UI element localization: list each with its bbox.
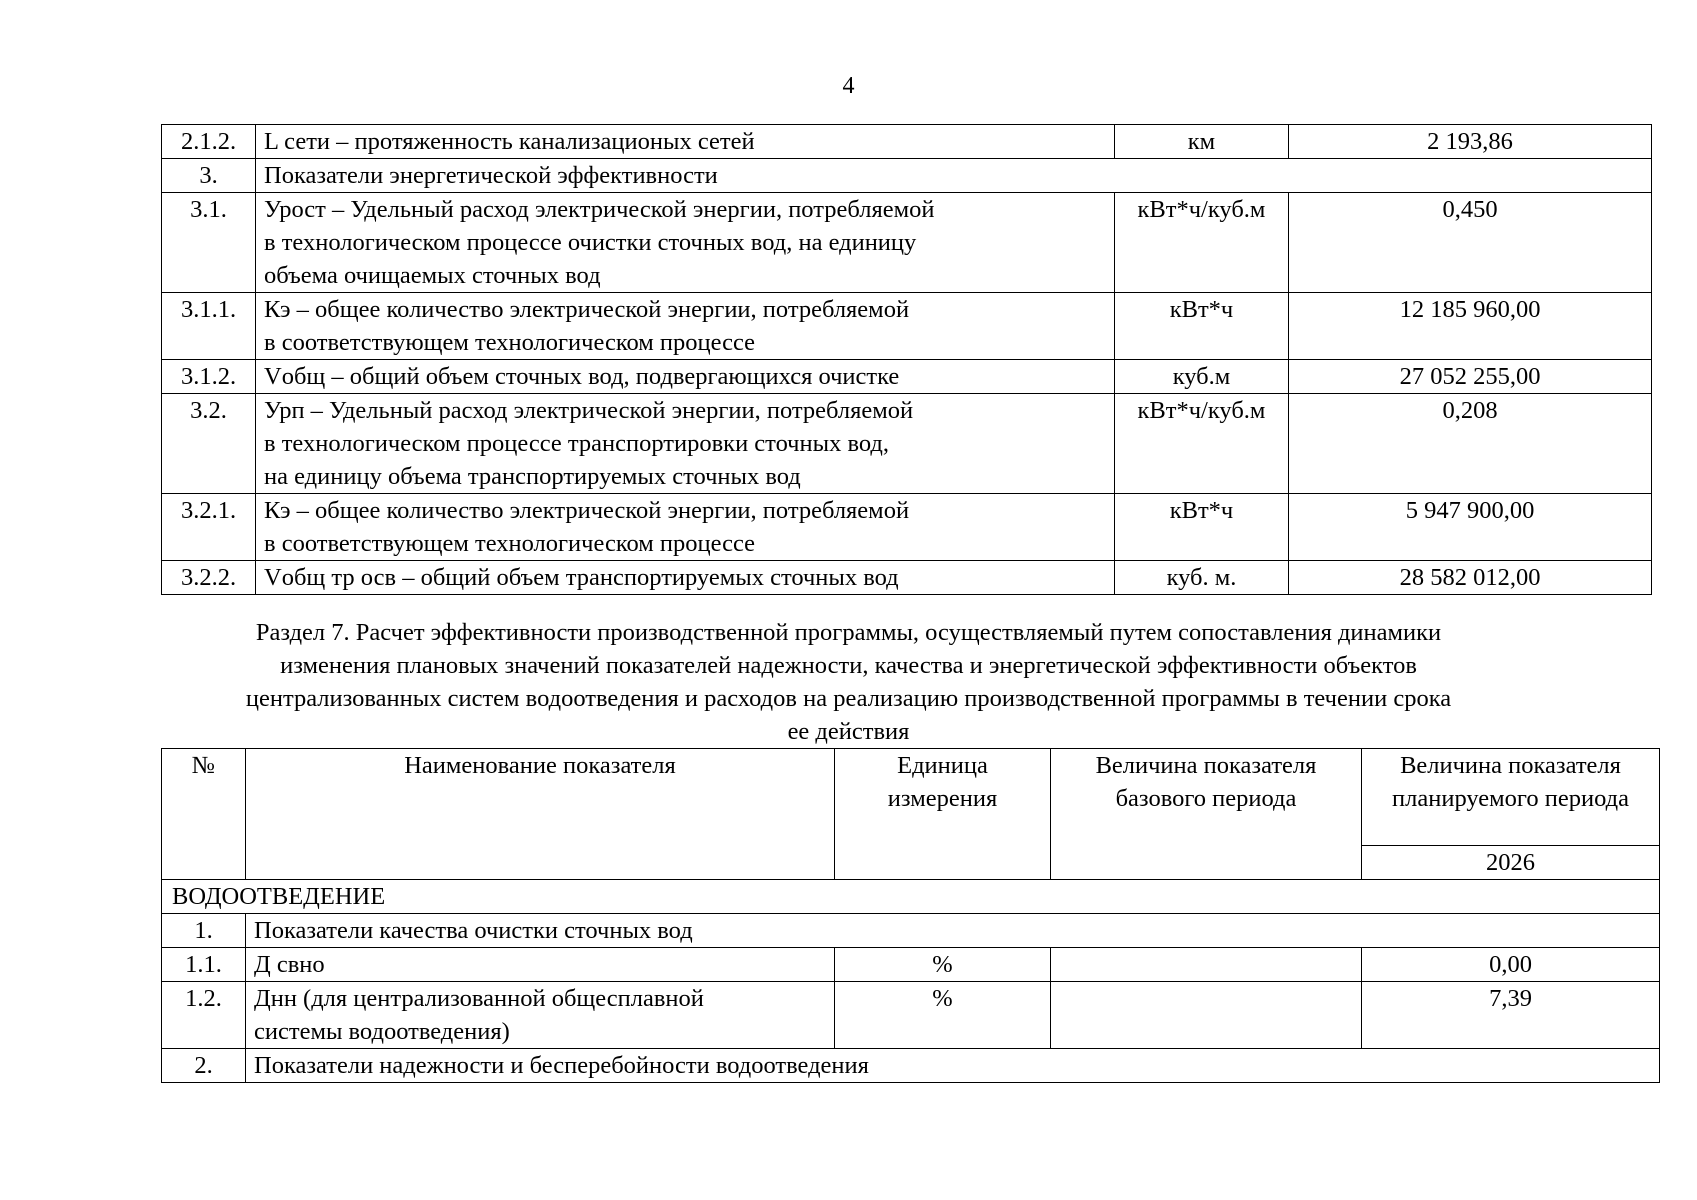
indicator-name: Кэ – общее количество электрической энергии, потребляемой в соответствующем технологическом процессе	[256, 494, 1115, 561]
indicator-name: Урост – Удельный расход электрической энергии, потребляемой в технологическом процессе очистки сточных вод, на единицу объема очищаемых сточных вод	[256, 193, 1115, 293]
program-efficiency-table	[161, 748, 1660, 1083]
unit-cell: км	[1115, 125, 1289, 159]
indicator-name: L сети – протяженность канализационых сетей	[256, 125, 1115, 159]
row-number: 1.1.	[162, 948, 246, 982]
unit-cell: %	[835, 948, 1051, 982]
value-cell: 0,450	[1289, 193, 1652, 293]
row-number: 3.2.2.	[162, 561, 256, 595]
section-heading: Показатели энергетической эффективности	[256, 159, 1652, 193]
planned-value-cell: 0,00	[1362, 948, 1660, 982]
table-row	[162, 125, 1652, 159]
row-number: 3.1.	[162, 193, 256, 293]
table-row	[162, 360, 1652, 394]
header-planned-period: Величина показателя планируемого периода	[1362, 749, 1660, 846]
unit-cell: %	[835, 982, 1051, 1049]
row-number: 2.	[162, 1049, 246, 1083]
row-number: 3.2.1.	[162, 494, 256, 561]
unit-cell: куб.м	[1115, 360, 1289, 394]
value-cell: 2 193,86	[1289, 125, 1652, 159]
table-row	[162, 948, 1660, 982]
table-row	[162, 159, 1652, 193]
unit-cell: кВт*ч/куб.м	[1115, 394, 1289, 494]
table-row	[162, 914, 1660, 948]
table-row	[162, 561, 1652, 595]
header-row	[162, 749, 1660, 846]
header-indicator-name: Наименование показателя	[246, 749, 835, 880]
unit-cell: кВт*ч/куб.м	[1115, 193, 1289, 293]
value-cell: 5 947 900,00	[1289, 494, 1652, 561]
planned-value-cell: 7,39	[1362, 982, 1660, 1049]
indicator-name: Днн (для централизованной общесплавной системы водоотведения)	[246, 982, 835, 1049]
header-unit: Единица измерения	[835, 749, 1051, 880]
unit-cell: кВт*ч	[1115, 293, 1289, 360]
row-number: 2.1.2.	[162, 125, 256, 159]
header-base-period: Величина показателя базового периода	[1051, 749, 1362, 880]
section-heading: Показатели качества очистки сточных вод	[246, 914, 1660, 948]
row-number: 3.1.1.	[162, 293, 256, 360]
value-cell: 12 185 960,00	[1289, 293, 1652, 360]
indicator-name: Vобщ тр осв – общий объем транспортируемых сточных вод	[256, 561, 1115, 595]
section-7-title: Раздел 7. Расчет эффективности производственной программы, осуществляемый путем сопоставления динамики изменения плановых значений показателей надежности, качества и энергетической эффективности объектов централизованных систем водоотведения и расходов на реализацию производственной программы в течении срока ее действия	[245, 619, 1452, 745]
table-row	[162, 293, 1652, 360]
unit-cell: куб. м.	[1115, 561, 1289, 595]
row-number: 3.	[162, 159, 256, 193]
base-value-cell	[1051, 982, 1362, 1049]
value-cell: 0,208	[1289, 394, 1652, 494]
row-number: 3.2.	[162, 394, 256, 494]
energy-efficiency-table	[161, 124, 1652, 595]
row-number: 3.1.2.	[162, 360, 256, 394]
indicator-name: Кэ – общее количество электрической энергии, потребляемой в соответствующем технологическом процессе	[256, 293, 1115, 360]
group-heading: ВОДООТВЕДЕНИЕ	[162, 880, 1660, 914]
indicator-name: Урп – Удельный расход электрической энергии, потребляемой в технологическом процессе транспортировки сточных вод, на единицу объема транспортируемых сточных вод	[256, 394, 1115, 494]
row-number: 1.	[162, 914, 246, 948]
value-cell: 28 582 012,00	[1289, 561, 1652, 595]
header-number: №	[162, 749, 246, 880]
indicator-name: Д свно	[246, 948, 835, 982]
group-row	[162, 880, 1660, 914]
row-number: 1.2.	[162, 982, 246, 1049]
page-number: 4	[842, 73, 855, 99]
table-row	[162, 394, 1652, 494]
section-heading: Показатели надежности и бесперебойности водоотведения	[246, 1049, 1660, 1083]
table-row	[162, 494, 1652, 561]
table-row	[162, 193, 1652, 293]
table-row	[162, 1049, 1660, 1083]
indicator-name: Vобщ – общий объем сточных вод, подвергающихся очистке	[256, 360, 1115, 394]
unit-cell: кВт*ч	[1115, 494, 1289, 561]
value-cell: 27 052 255,00	[1289, 360, 1652, 394]
table-row	[162, 982, 1660, 1049]
header-year: 2026	[1362, 846, 1660, 880]
base-value-cell	[1051, 948, 1362, 982]
